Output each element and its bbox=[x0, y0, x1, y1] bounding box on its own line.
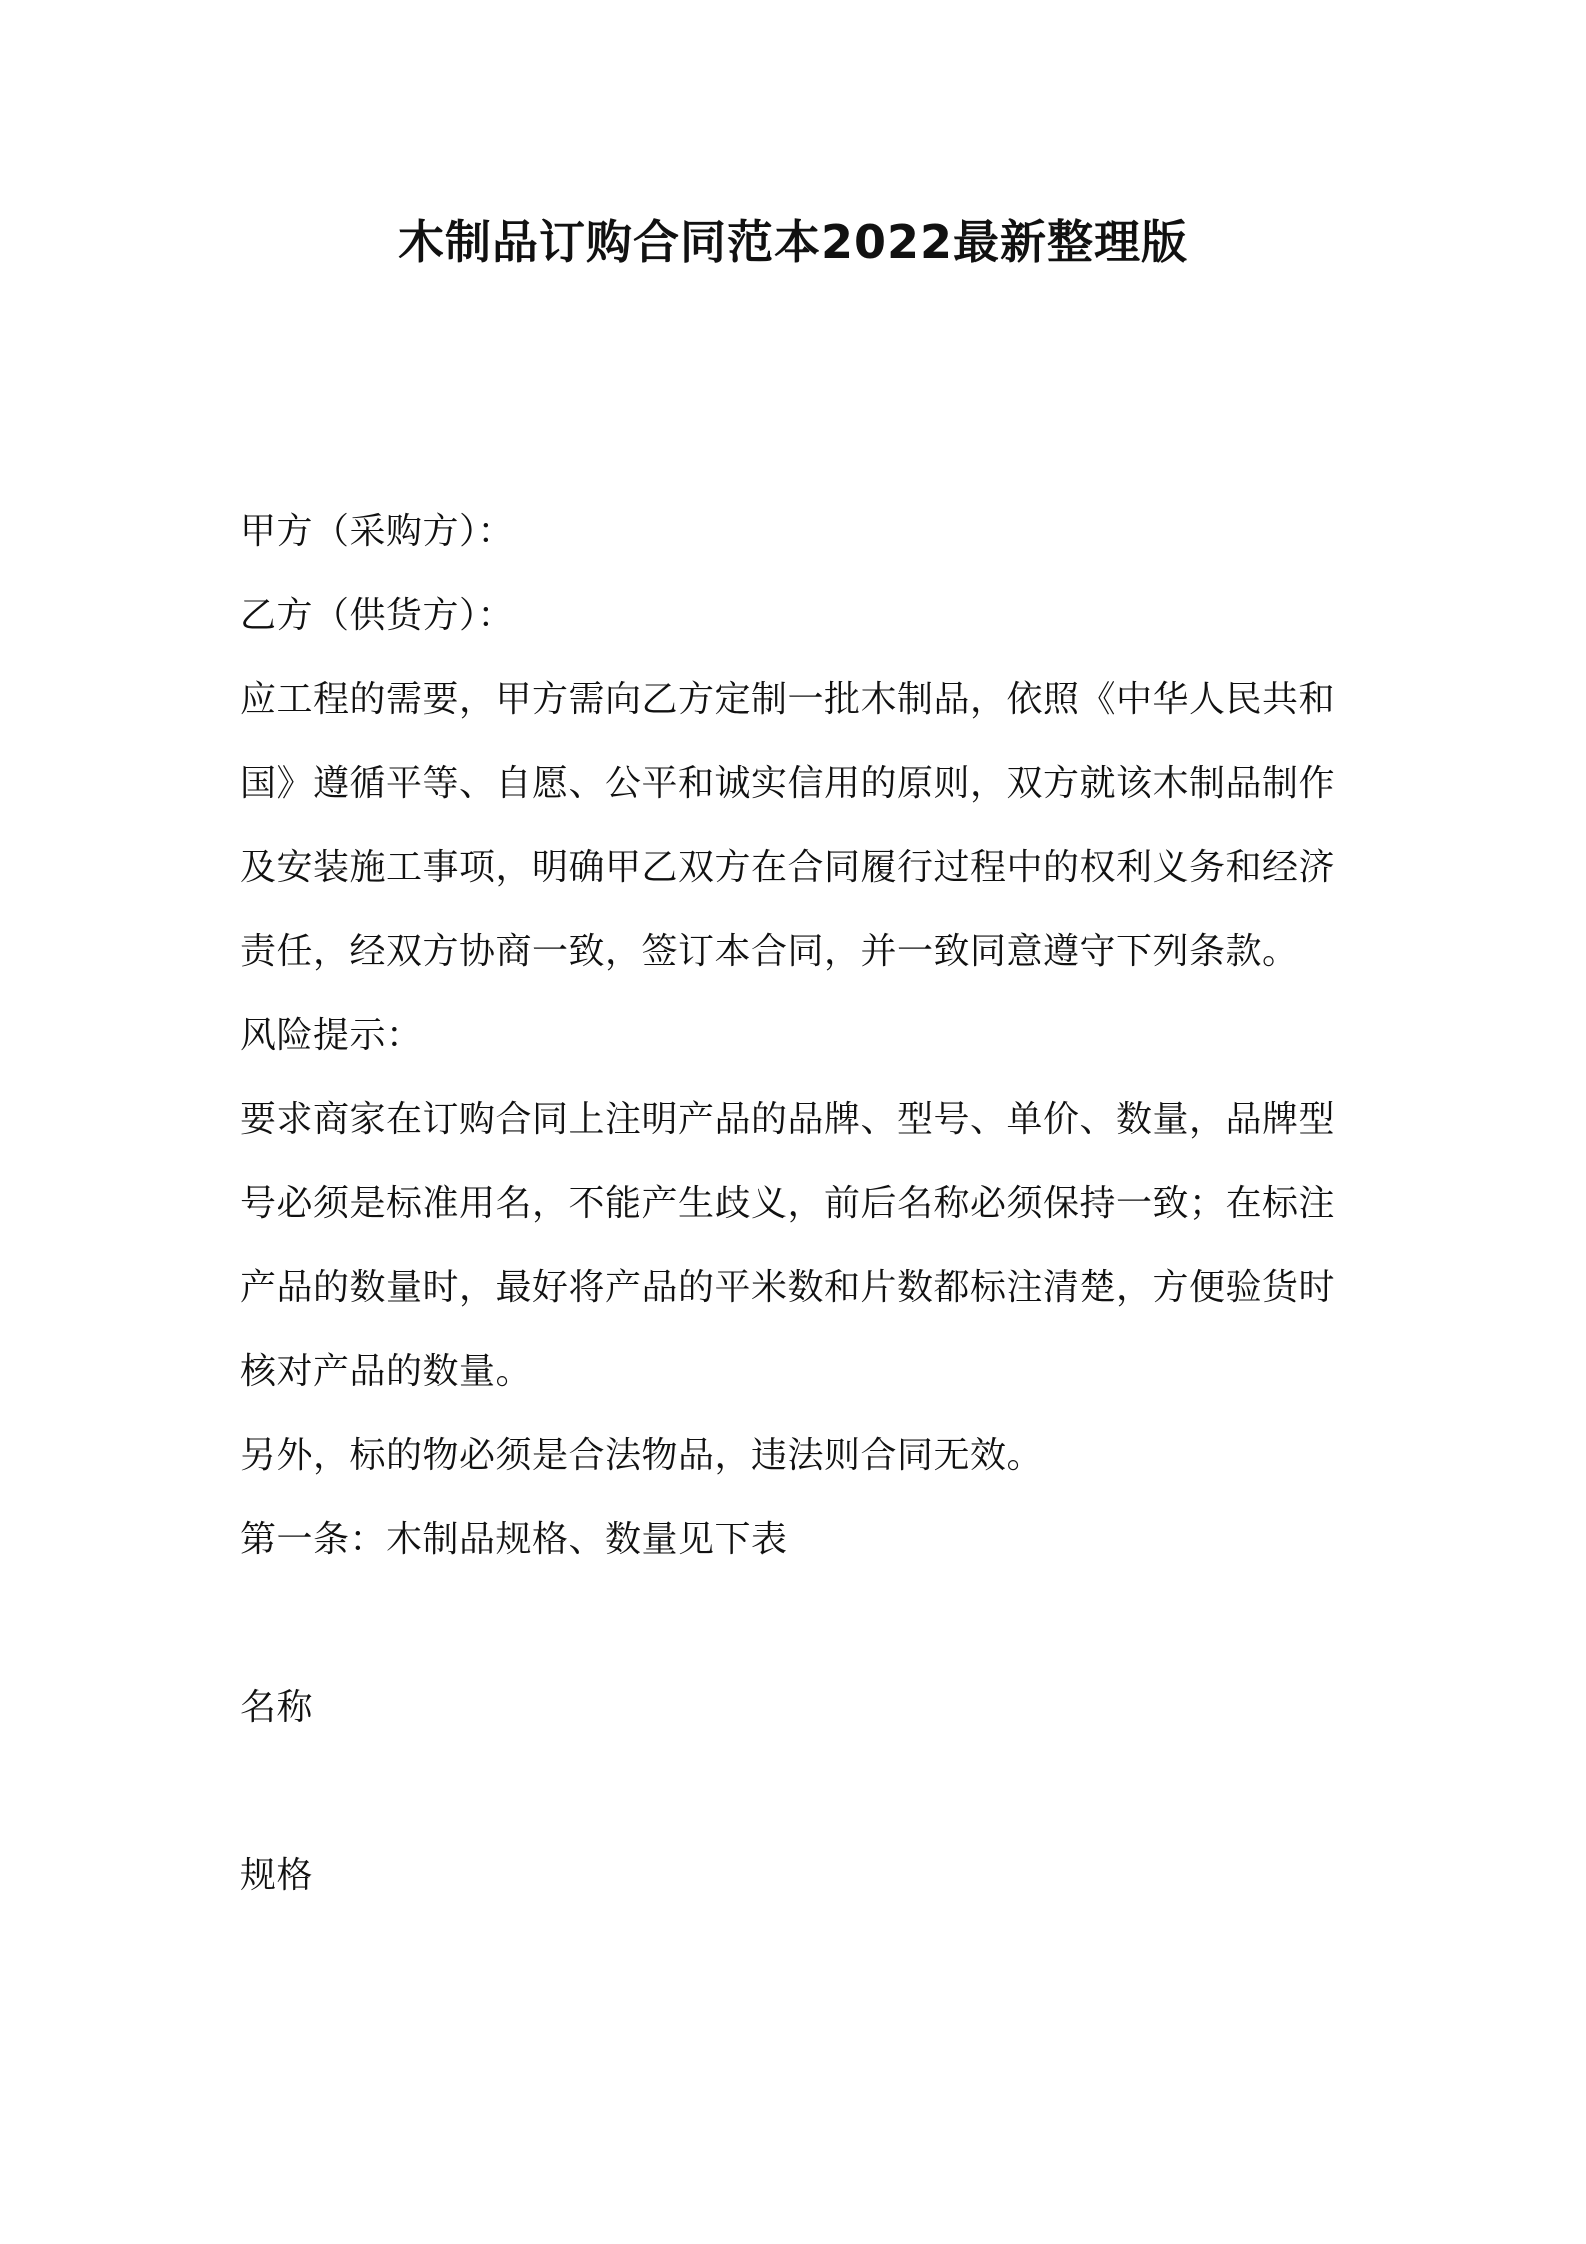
spacer bbox=[240, 1582, 1360, 1666]
article-one-heading: 第一条：木制品规格、数量见下表 bbox=[240, 1519, 788, 1560]
field-spec-label: 规格 bbox=[240, 1855, 314, 1896]
spacer bbox=[240, 1750, 1360, 1834]
risk-line: 核对产品的数量。 bbox=[240, 1351, 533, 1392]
intro-paragraph bbox=[240, 658, 1360, 994]
intro-line: 及安装施工事项，明确甲乙双方在合同履行过程中的权利义务和经济 bbox=[240, 847, 1336, 888]
risk-line: 号必须是标准用名，不能产生歧义，前后名称必须保持一致；在标注 bbox=[240, 1183, 1336, 1224]
intro-line: 国》遵循平等、自愿、公平和诚实信用的原则，双方就该木制品制作 bbox=[240, 763, 1336, 804]
risk-line: 要求商家在订购合同上注明产品的品牌、型号、单价、数量，品牌型 bbox=[240, 1099, 1336, 1140]
intro-line: 责任，经双方协商一致，签订本合同，并一致同意遵守下列条款。 bbox=[240, 931, 1299, 972]
intro-line: 应工程的需要，甲方需向乙方定制一批木制品，依照《中华人民共和 bbox=[240, 679, 1336, 720]
party-a-label: 甲方（采购方）： bbox=[240, 511, 515, 552]
party-b-label: 乙方（供货方）： bbox=[240, 595, 515, 636]
field-name-label: 名称 bbox=[240, 1687, 314, 1728]
document-title: 木制品订购合同范本2022最新整理版 bbox=[397, 215, 1189, 269]
risk-paragraph bbox=[240, 1078, 1360, 1414]
document-body bbox=[240, 490, 1360, 1918]
risk-heading: 风险提示： bbox=[240, 1015, 423, 1056]
legal-note: 另外，标的物必须是合法物品，违法则合同无效。 bbox=[240, 1435, 1044, 1476]
risk-line: 产品的数量时，最好将产品的平米数和片数都标注清楚，方便验货时 bbox=[240, 1267, 1336, 1308]
